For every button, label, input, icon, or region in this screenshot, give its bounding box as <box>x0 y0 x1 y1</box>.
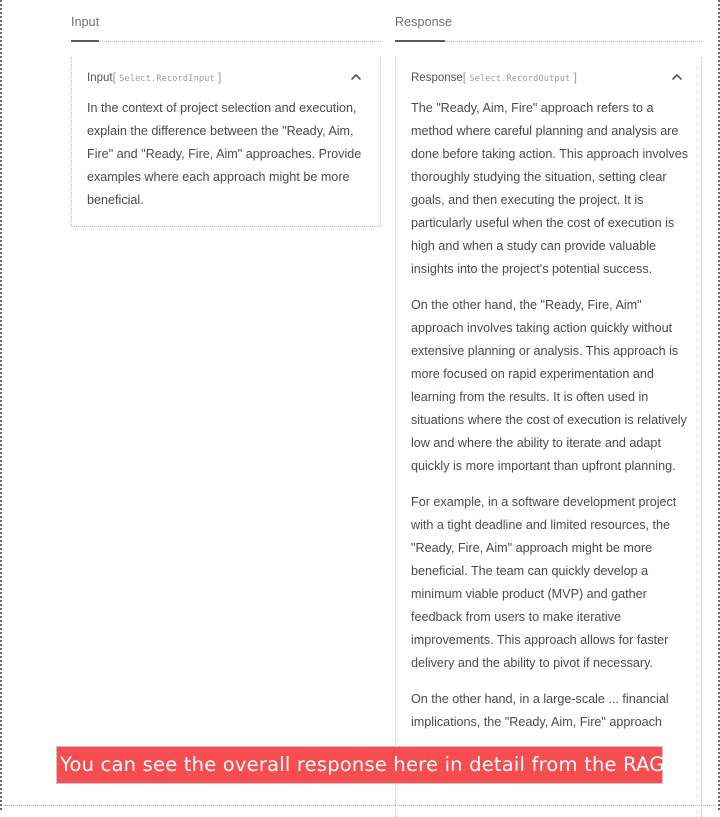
active-tab-indicator <box>395 40 445 42</box>
response-card-title: Response <box>411 72 463 84</box>
bracket-open: [ <box>112 70 116 84</box>
tab-input[interactable]: Input <box>71 15 100 29</box>
input-prompt-text: In the context of project selection and execution, explain the difference between the "Ready, Aim, Fire" and "Ready, Fire, Aim" approaches. Provide examples where each approach might be more beneficial. <box>87 101 362 207</box>
response-expander-card <box>395 57 702 817</box>
input-tab-header <box>71 0 381 42</box>
response-paragraph: The "Ready, Aim, Fire" approach refers to a method where careful planning and analysis are done before taking action. This approach involves thoroughly studying the situation, setting clear goals, and then executing the project. It is particularly useful when the cost of execution is high and when a study can provide valuable insights into the project's potential success. <box>411 101 689 276</box>
input-expander-header[interactable] <box>87 70 366 86</box>
input-card-title: Input <box>87 72 113 84</box>
input-text <box>87 97 370 225</box>
response-text <box>411 97 697 747</box>
bracket-close: ] <box>573 70 577 84</box>
active-tab-indicator <box>71 40 99 42</box>
response-column <box>395 0 702 729</box>
response-paragraph: On the other hand, in a large-scale ... financial implications, the "Ready, Aim, Fire" approach <box>411 692 669 729</box>
input-expander-card <box>71 57 381 227</box>
chevron-up-icon[interactable] <box>669 69 685 85</box>
bracket-open: [ <box>462 70 467 84</box>
response-paragraph: On the other hand, the "Ready, Fire, Aim" approach involves taking action quickly without extensive planning or analysis. This approach is more focused on rapid experimentation and learning from the results. It is often used in situations where the cost of execution is relatively low and where the ability to iterate and adapt quickly is more important than upfront planning. <box>411 298 687 473</box>
response-selector-code: Select.RecordOutput <box>469 74 571 84</box>
chevron-up-icon[interactable] <box>348 69 364 85</box>
input-column <box>71 0 381 207</box>
response-paragraph: For example, in a software development project with a tight deadline and limited resources, the "Ready, Fire, Aim" approach might be more beneficial. The team can quickly develop a minimum viable product (MVP) and gather feedback from users to make iterative improvements. This approach allows for faster delivery and the ability to pivot if necessary. <box>411 495 677 670</box>
response-expander-header[interactable] <box>411 70 687 86</box>
response-tab-header <box>395 0 702 42</box>
caption-overlay: You can see the overall response here in detail from the RAG. <box>56 746 663 784</box>
tab-response[interactable]: Response <box>395 15 453 29</box>
bracket-close: ] <box>218 70 222 84</box>
input-selector-code: Select.RecordInput <box>119 74 215 84</box>
